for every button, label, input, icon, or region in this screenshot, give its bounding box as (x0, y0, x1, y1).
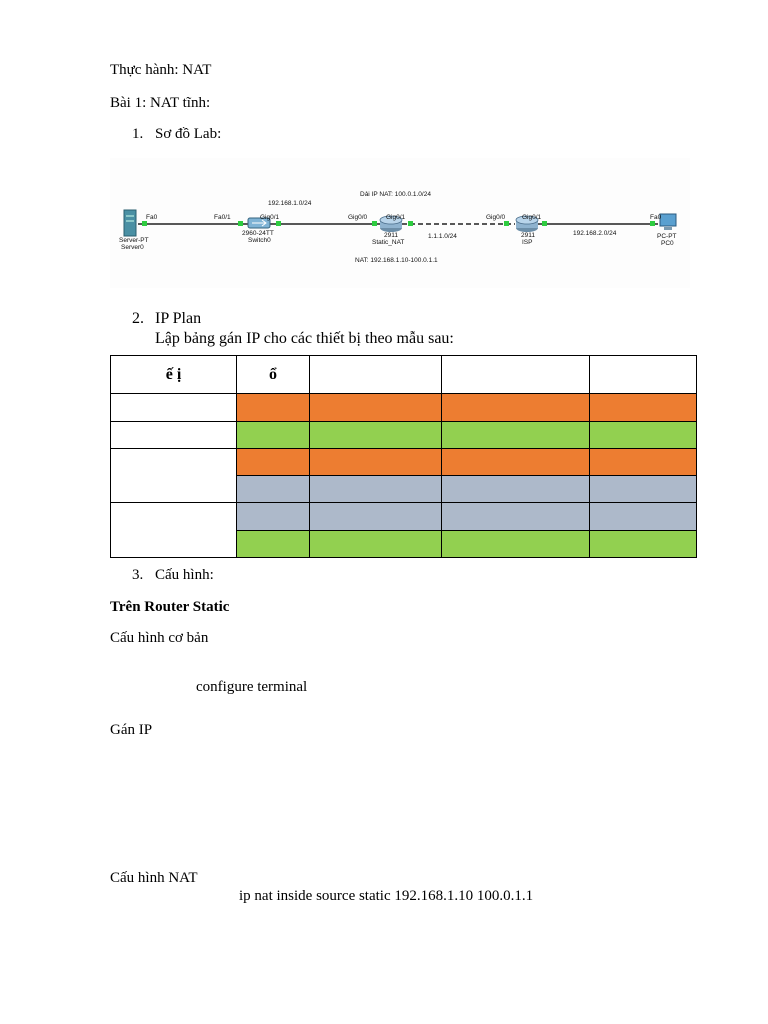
table-cell[interactable] (590, 503, 697, 530)
table-row (111, 503, 697, 530)
table-header-row (111, 356, 697, 394)
device-cell[interactable] (111, 421, 237, 448)
port-label: Gig0/1 (386, 214, 406, 221)
assign-ip-heading: Gán IP (110, 722, 153, 738)
header-cell (310, 356, 442, 394)
router-heading: Trên Router Static (110, 599, 230, 615)
switch-model-label: 2960-24TT (242, 230, 274, 237)
pc-model-label: PC-PT (657, 233, 677, 240)
nat-router-model-label: 2911 (384, 232, 398, 239)
table-cell[interactable] (237, 503, 310, 530)
server-model-label: Server-PT (119, 237, 149, 244)
table-cell[interactable] (590, 394, 697, 421)
table-cell[interactable] (442, 394, 590, 421)
step2-number: 2. (132, 310, 144, 327)
nat-config-heading: Cấu hình NAT (110, 870, 198, 886)
table-cell[interactable] (442, 530, 590, 557)
wan-subnet-label: 1.1.1.0/24 (428, 233, 457, 240)
step1-label: Sơ đồ Lab: (155, 126, 222, 142)
nat-pool-label: Dải IP NAT: 100.0.1.0/24 (360, 191, 431, 198)
port-label: Fa0 (146, 214, 158, 221)
header-cell (590, 356, 697, 394)
command-nat-static: ip nat inside source static 192.168.1.10 100.0.1.1 (239, 888, 534, 904)
pc-name-label: PC0 (661, 240, 674, 247)
pc-subnet-label: 192.168.2.0/24 (573, 230, 617, 237)
table-cell[interactable] (442, 503, 590, 530)
exercise-heading: Bài 1: NAT tĩnh: (110, 95, 211, 111)
step1-number: 1. (132, 126, 144, 142)
table-row (111, 421, 697, 448)
table-cell[interactable] (310, 530, 442, 557)
table-cell[interactable] (310, 448, 442, 475)
device-cell[interactable] (111, 394, 237, 421)
command-configure-terminal: configure terminal (196, 679, 308, 695)
port-label: Fa0 (650, 214, 662, 221)
table-cell[interactable] (442, 421, 590, 448)
table-row (111, 448, 697, 475)
server-icon[interactable] (124, 210, 136, 236)
isp-router-model-label: 2911 (521, 232, 535, 239)
table-cell[interactable] (237, 421, 310, 448)
table-cell[interactable] (590, 421, 697, 448)
ip-plan-table (110, 355, 697, 558)
table-cell[interactable] (310, 421, 442, 448)
table-cell[interactable] (237, 394, 310, 421)
table-cell[interactable] (442, 448, 590, 475)
isp-router-name-label: ISP (522, 239, 533, 246)
table-cell[interactable] (590, 476, 697, 503)
table-cell[interactable] (310, 476, 442, 503)
header-cell: ế ị (111, 356, 237, 394)
step2-description: Lập bảng gán IP cho các thiết bị theo mẫu sau: (155, 330, 454, 347)
network-diagram (110, 158, 690, 288)
basic-config-heading: Cấu hình cơ bản (110, 630, 209, 646)
table-cell[interactable] (590, 530, 697, 557)
table-cell[interactable] (310, 503, 442, 530)
port-label: Gig0/1 (260, 214, 280, 221)
page-title: Thực hành: NAT (110, 62, 212, 78)
port-label: Fa0/1 (214, 214, 231, 221)
step3-label: Cấu hình: (155, 567, 214, 583)
header-cell (442, 356, 590, 394)
table-cell[interactable] (237, 448, 310, 475)
step3-number: 3. (132, 567, 144, 583)
nat-mapping-label: NAT: 192.168.1.10-100.0.1.1 (355, 257, 438, 264)
port-label: Gig0/0 (348, 214, 368, 221)
table-cell[interactable] (590, 448, 697, 475)
step2-label: IP Plan (155, 310, 202, 327)
switch-name-label: Switch0 (248, 237, 271, 244)
table-cell[interactable] (442, 476, 590, 503)
server-name-label: Server0 (121, 244, 144, 251)
nat-router-name-label: Static_NAT (372, 239, 405, 246)
port-label: Gig0/1 (522, 214, 542, 221)
table-cell[interactable] (310, 394, 442, 421)
device-cell[interactable] (111, 448, 237, 503)
table-row (111, 394, 697, 421)
table-cell[interactable] (237, 476, 310, 503)
header-cell: ổ (237, 356, 310, 394)
lan-subnet-label: 192.168.1.0/24 (268, 200, 312, 207)
device-cell[interactable] (111, 503, 237, 558)
port-label: Gig0/0 (486, 214, 506, 221)
table-cell[interactable] (237, 530, 310, 557)
